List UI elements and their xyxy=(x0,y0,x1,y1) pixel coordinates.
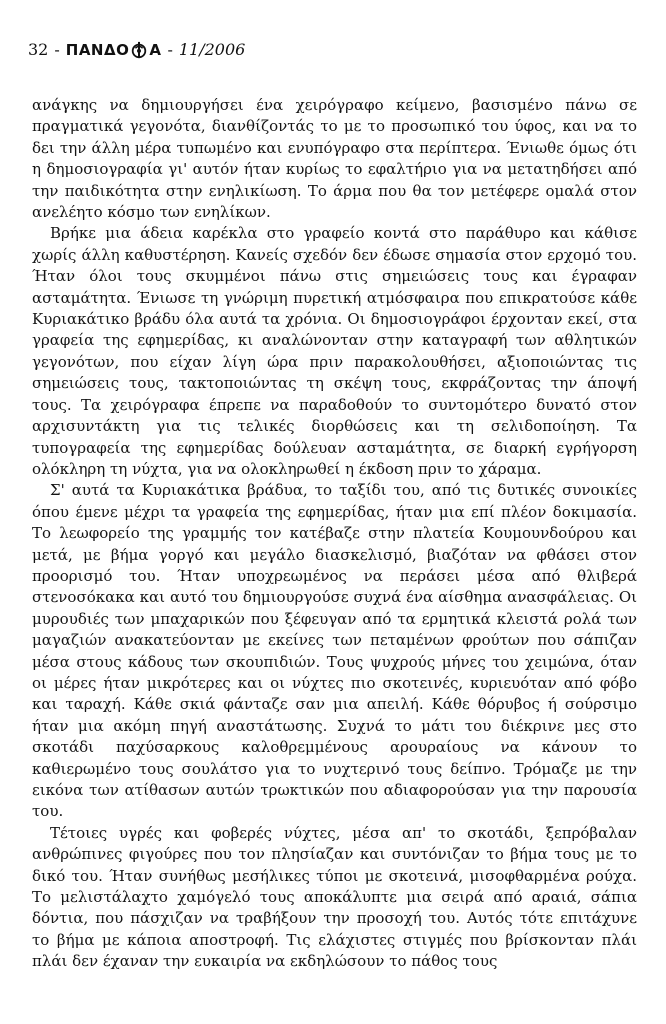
magazine-title-end: Α xyxy=(149,41,162,59)
running-header xyxy=(28,40,245,60)
paragraph: Τέτοιες υγρές και φοβερές νύχτες, μέσα απ' το σκοτάδι, ξεπρόβαλαν ανθρώπινες φιγούρες που τον πλησίαζαν και συντόνιζαν το βήμα τους με το δικό του. Ήταν συνήθως μεσήλικες τύποι με σκοτεινά, μισοφθαρμένα ρούχα. Το μελιστάλαχτο χαμόγελό τους αποκάλυπτε μια σειρά από αραιά, σάπια δόντια, που πάσχιζαν να τραβήξουν την προσοχή του. Αυτός τότε επιτάχυνε το βήμα με κάποια αποστροφή. Τις ελάχιστες στιγμές που βρίσκονταν πλάι πλάι δεν έχαναν την ευκαιρία να εκδηλώσουν το πάθος τους xyxy=(32,823,637,971)
page-number: 32 xyxy=(28,40,49,59)
issue-date: 11/2006 xyxy=(178,40,246,59)
paragraph: ανάγκης να δημιουργήσει ένα χειρόγραφο κείμενο, βασισμένο πάνω σε πραγματικά γεγονότα, διανθίζοντάς το με το προσωπικό του ύφος, και να το δει την άλλη μέρα τυπωμένο και ενυπόγραφο στα περίπτερα. Ένιωθε όμως ότι η δημοσιογραφία γι' αυτόν ήταν κυρίως το εφαλτήριο για να μετατηδήσει από την παιδικότητα στην ενηλικίωση. Το άρμα που θα τον μετέφερε ομαλά στον ανελέητο κόσμο των ενηλίκων. xyxy=(32,96,637,222)
paragraph: Σ' αυτά τα Κυριακάτικα βράδυα, το ταξίδι του, από τις δυτικές συνοικίες όπου έμενε μέχρι τα γραφεία της εφημερίδας, ήταν μια επί πλέον δοκιμασία. Το λεωφορείο της γραμμής τον κατέβαζε στην πλατεία Κουμουνδούρου και μετά, με βήμα γοργό και μεγάλο διασκελισμό, βιαζόταν να φθάσει στον προορισμό του. Ήταν υποχρεωμένος να περάσει μέσα από θλιβερά στενοσόκακα και αυτό του δημιουργούσε συχνά ένα αίσθημα ανασφάλειας. Οι μυρουδιές των μπαχαρικών που ξέφευγαν από τα ερμητικά κλειστά ρολά των μαγαζιών ανακατεύονταν με εκείνες των πεταμένων φρούτων που σάπιζαν μέσα στους κάδους των σκουπιδιών. Τους ψυχρούς μήνες του χειμώνα, όταν οι μέρες ήταν μικρότερες και οι νύχτες πιο σκοτεινές, κυριευόταν από φόβο και ταραχή. Κάθε σκιά φάνταζε σαν μια απειλή. Κάθε θόρυβος ή σούρσιμο ήταν μια ακόμη πηγή αναστάτωσης. Συχνά το μάτι του διέκρινε μες στο σκοτάδι παχύσαρκους καλοθρεμμένους αρουραίους να κάνουν το καθιερωμένο τους σουλάτσο για το νυχτερινό τους δείπνο. Τρόμαζε με την εικόνα των ατίθασων αυτών τρωκτικών που αδιαφορούσαν για την παρουσία του. xyxy=(32,481,637,821)
paragraph: Βρήκε μια άδεια καρέκλα στο γραφείο κοντά στο παράθυρο και κάθισε χωρίς άλλη καθυστέρηση. Κανείς σχεδόν δεν έδωσε σημασία στον ερχομό του. Ήταν όλοι τους σκυμμένοι πάνω στις σημειώσεις τους και έγραφαν ασταμάτητα. Ένιωσε τη γνώριμη πυρετική ατμόσφαιρα που επικρατούσε κάθε Κυριακάτικο βράδυ όλα αυτά τα χρόνια. Οι δημοσιογράφοι έρχονταν εκεί, στα γραφεία της εφημερίδας, κι αναλώνονταν στην καταγραφή των αθλητικών γεγονότων, που είχαν λίγη ώρα πριν παρακολουθήσει, αξιοποιώντας τις σημειώσεις τους, τακτοποιώντας τη σκέψη τους, εκφράζοντας την άποψή τους. Τα χειρόγραφα έπρεπε να παραδοθούν το συντομότερο δυνατό στον αρχισυντάκτη για τις τελικές διορθώσεις και τη σελιδοποίηση. Τα τυπογραφεία της εφημερίδας δούλευαν ασταμάτητα, σε διαρκή εγρήγορση ολόκληρη τη νύχτα, για να ολοκληρωθεί η έκδοση πριν το χάραμα. xyxy=(32,224,637,478)
magazine-title xyxy=(66,40,162,60)
magazine-title-start: ΠΑΝΔΟ xyxy=(65,41,130,59)
header-separator-left: - xyxy=(54,40,60,59)
header-separator-right: - xyxy=(167,40,173,59)
article-body xyxy=(32,95,637,973)
pandora-logo-icon xyxy=(130,41,148,59)
